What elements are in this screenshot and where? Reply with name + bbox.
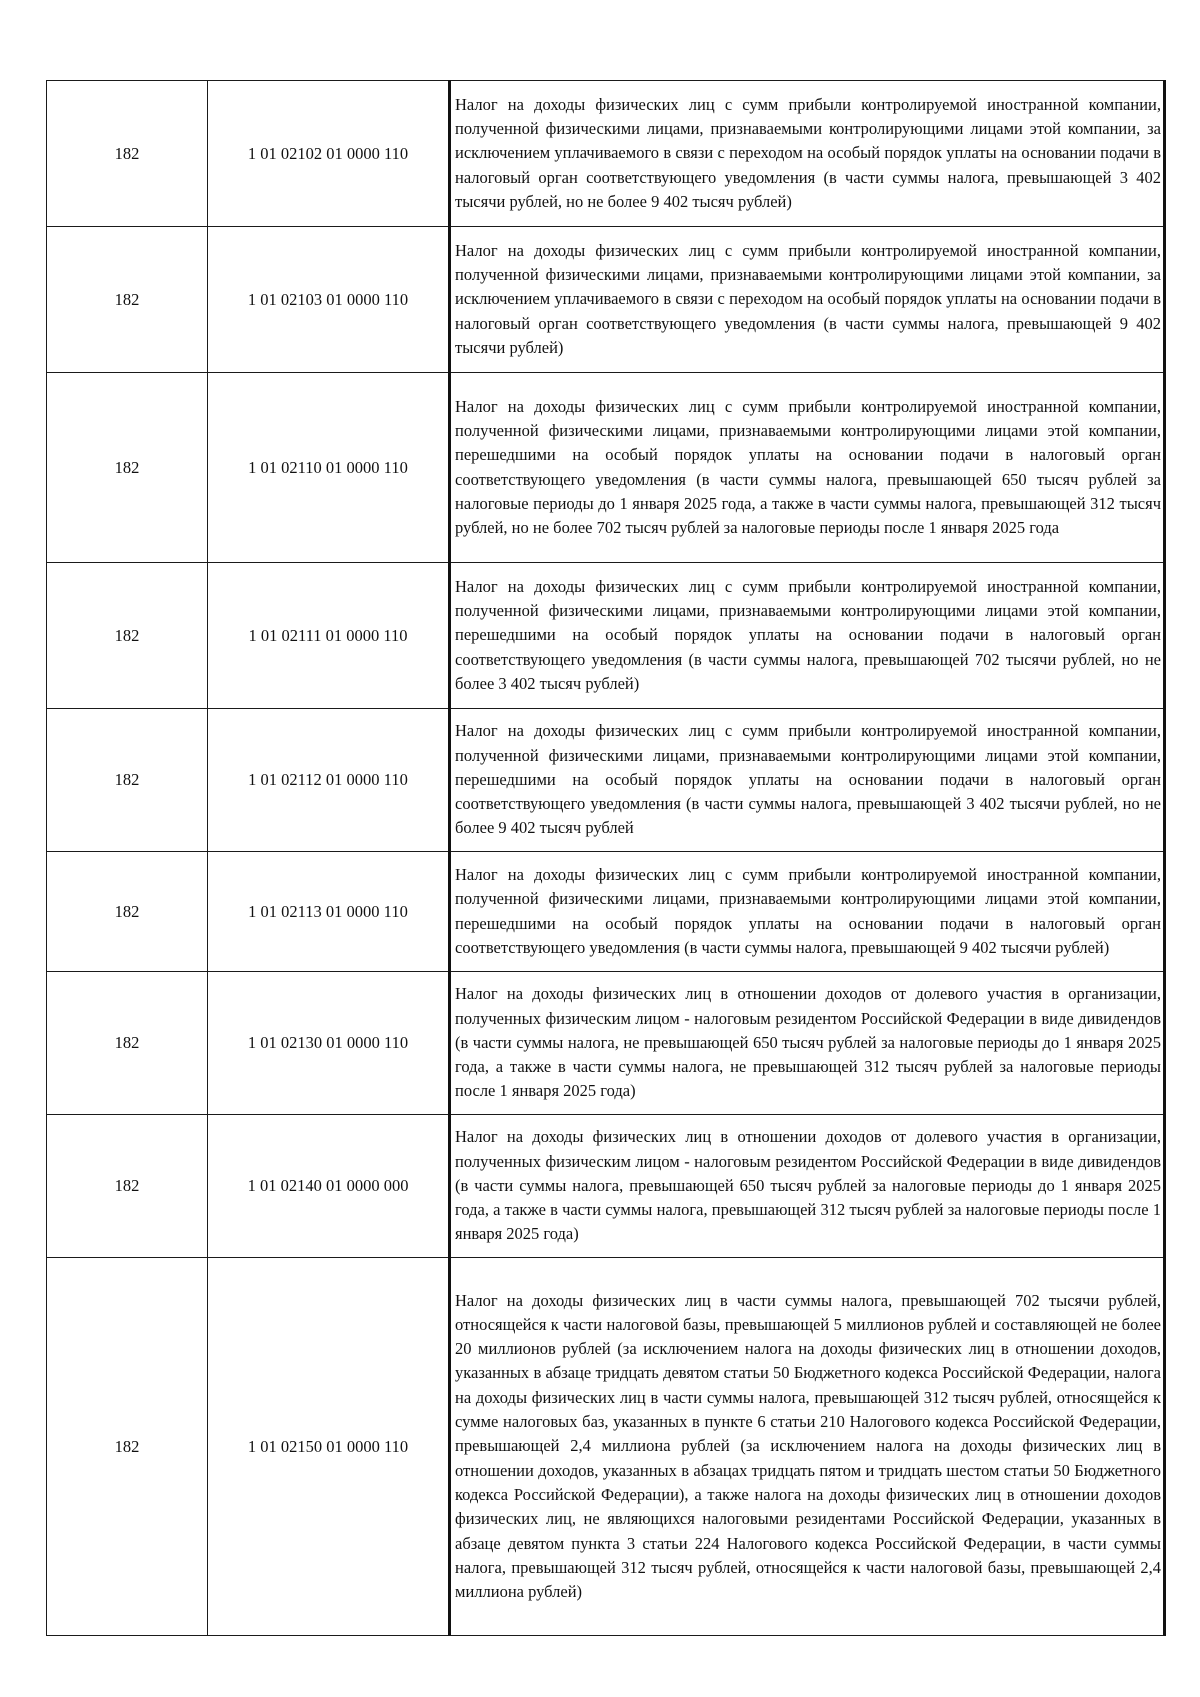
admin-code-cell: 182 <box>47 709 208 852</box>
income-name-cell <box>450 373 1165 563</box>
income-name-cell <box>450 709 1165 852</box>
income-codes-table <box>46 80 1166 1636</box>
income-name-text: Налог на доходы физических лиц в отношении доходов от долевого участия в организации, полученных физическим лицом - налоговым резидентом Российской Федерации в виде дивидендов (в части суммы налога, не превышающей 650 тысяч рублей за налоговые периоды до 1 января 2025 года, а также в части суммы налога, не превышающей 312 тысяч рублей за налоговые периоды после 1 января 2025 года) <box>455 984 1161 1101</box>
income-name-text: Налог на доходы физических лиц с сумм прибыли контролируемой иностранной компании, полученной физическими лицами, признаваемыми контролирующими лицами этой компании, за исключением уплачиваемого в связи с переходом на особый порядок уплаты на основании подачи в налоговый орган соответствующего уведомления (в части суммы налога, превышающей 3 402 тысячи рублей, но не более 9 402 тысяч рублей) <box>455 94 1161 211</box>
income-name-cell <box>450 972 1165 1115</box>
kbk-code-cell: 1 01 02113 01 0000 110 <box>208 852 450 972</box>
table-row <box>47 563 1165 709</box>
kbk-code-cell: 1 01 02150 01 0000 110 <box>208 1258 450 1636</box>
kbk-code-cell: 1 01 02140 01 0000 000 <box>208 1115 450 1258</box>
kbk-code-cell: 1 01 02102 01 0000 110 <box>208 81 450 227</box>
kbk-code-cell: 1 01 02103 01 0000 110 <box>208 227 450 373</box>
income-name-text: Налог на доходы физических лиц в отношении доходов от долевого участия в организации, полученных физическим лицом - налоговым резидентом Российской Федерации в виде дивидендов (в части суммы налога, превышающей 650 тысяч рублей за налоговые периоды до 1 января 2025 года, а также в части суммы налога, превышающей 312 тысяч рублей за налоговые периоды после 1 января 2025 года) <box>455 1127 1161 1244</box>
kbk-code-cell: 1 01 02112 01 0000 110 <box>208 709 450 852</box>
income-name-text: Налог на доходы физических лиц в части суммы налога, превышающей 702 тысячи рублей, относящейся к части налоговой базы, превышающей 5 миллионов рублей и составляющей не более 20 миллионов рублей (за исключением налога на доходы физических лиц в отношении доходов, указанных в абзаце тридцать девятом статьи 50 Бюджетного кодекса Российской Федерации, налога на доходы физических лиц в части суммы налога, превышающей 312 тысяч рублей, относящейся к сумме налоговых баз, указанных в пункте 6 статьи 210 Налогового кодекса Российской Федерации, превышающей 2,4 миллиона рублей (за исключением налога на доходы физических лиц в отношении доходов, указанных в абзацах тридцать пятом и тридцать шестом статьи 50 Бюджетного кодекса Российской Федерации), а также налога на доходы физических лиц в отношении доходов физических лиц, не являющихся налоговыми резидентами Российской Федерации, указанных в абзаце девятом пункта 3 статьи 224 Налогового кодекса Российской Федерации, в части суммы налога, превышающей 312 тысяч рублей, относящейся к части налоговой базы, превышающей 2,4 миллиона рублей) <box>455 1290 1161 1602</box>
income-name-text: Налог на доходы физических лиц с сумм прибыли контролируемой иностранной компании, полученной физическими лицами, признаваемыми контролирующими лицами этой компании, перешедшими на особый порядок уплаты на основании подачи в налоговый орган соответствующего уведомления (в части суммы налога, превышающей 702 тысячи рублей, но не более 3 402 тысяч рублей) <box>455 576 1161 693</box>
table-row <box>47 972 1165 1115</box>
income-name-text: Налог на доходы физических лиц с сумм прибыли контролируемой иностранной компании, полученной физическими лицами, признаваемыми контролирующими лицами этой компании, перешедшими на особый порядок уплаты на основании подачи в налоговый орган соответствующего уведомления (в части суммы налога, превышающей 3 402 тысячи рублей, но не более 9 402 тысяч рублей <box>455 721 1161 838</box>
income-name-cell <box>450 81 1165 227</box>
income-name-cell <box>450 563 1165 709</box>
income-name-text: Налог на доходы физических лиц с сумм прибыли контролируемой иностранной компании, полученной физическими лицами, признаваемыми контролирующими лицами этой компании, за исключением уплачиваемого в связи с переходом на особый порядок уплаты на основании подачи в налоговый орган соответствующего уведомления (в части суммы налога, превышающей 9 402 тысячи рублей) <box>455 240 1161 357</box>
admin-code-cell: 182 <box>47 1115 208 1258</box>
admin-code-cell: 182 <box>47 1258 208 1636</box>
income-name-text: Налог на доходы физических лиц с сумм прибыли контролируемой иностранной компании, полученной физическими лицами, признаваемыми контролирующими лицами этой компании, перешедшими на особый порядок уплаты на основании подачи в налоговый орган соответствующего уведомления (в части суммы налога, превышающей 9 402 тысячи рублей) <box>455 864 1161 957</box>
table-row <box>47 852 1165 972</box>
kbk-code-cell: 1 01 02130 01 0000 110 <box>208 972 450 1115</box>
kbk-code-cell: 1 01 02111 01 0000 110 <box>208 563 450 709</box>
admin-code-cell: 182 <box>47 972 208 1115</box>
table-row <box>47 1115 1165 1258</box>
income-name-cell <box>450 852 1165 972</box>
admin-code-cell: 182 <box>47 563 208 709</box>
income-name-cell <box>450 1115 1165 1258</box>
table-row <box>47 1258 1165 1636</box>
table-row <box>47 709 1165 852</box>
admin-code-cell: 182 <box>47 81 208 227</box>
table-row <box>47 227 1165 373</box>
admin-code-cell: 182 <box>47 373 208 563</box>
kbk-code-cell: 1 01 02110 01 0000 110 <box>208 373 450 563</box>
income-name-text: Налог на доходы физических лиц с сумм прибыли контролируемой иностранной компании, полученной физическими лицами, признаваемыми контролирующими лицами этой компании, перешедшими на особый порядок уплаты на основании подачи в налоговый орган соответствующего уведомления (в части суммы налога, превышающей 650 тысяч рублей за налоговые периоды до 1 января 2025 года, а также в части суммы налога, превышающей 312 тысяч рублей, но не более 702 тысяч рублей за налоговые периоды после 1 января 2025 года <box>455 396 1161 538</box>
admin-code-cell: 182 <box>47 227 208 373</box>
table-row <box>47 373 1165 563</box>
income-name-cell <box>450 227 1165 373</box>
income-name-cell <box>450 1258 1165 1636</box>
admin-code-cell: 182 <box>47 852 208 972</box>
table-row <box>47 81 1165 227</box>
